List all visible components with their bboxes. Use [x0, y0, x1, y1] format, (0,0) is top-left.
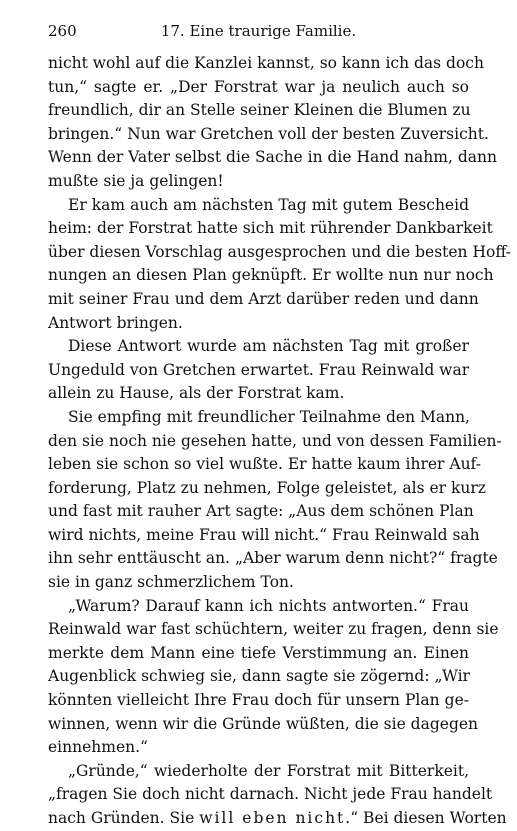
- final-line-after: .“ Bei diesen Worten: [345, 809, 507, 827]
- text-line: ihn sehr enttäuscht an. „Aber warum denn nicht?“ fragte: [48, 549, 498, 568]
- text-line: sie in ganz schmerzlichem Ton.: [48, 573, 294, 592]
- text-line: forderung, Platz zu nehmen, Folge geleistet, als er kurz: [48, 478, 486, 497]
- text-line: leben sie schon so viel wußte. Er hatte kaum ihrer Auf-: [48, 455, 481, 474]
- emphasized-phrase: will eben nicht: [199, 809, 346, 827]
- text-line: Ungeduld von Gretchen erwartet. Frau Reinwald war: [48, 360, 470, 379]
- text-line: heim: der Forstrat hatte sich mit rührender Dankbarkeit: [48, 219, 493, 238]
- text-line: „fragen Sie doch nicht darnach. Nicht jede Frau handelt: [48, 785, 493, 804]
- text-line: merkte dem Mann eine tiefe Verstimmung an. Einen: [48, 643, 469, 662]
- paragraph-start: Diese Antwort wurde am nächsten Tag mit großer: [68, 337, 469, 356]
- text-line: freundlich, dir an Stelle seiner Kleinen die Blumen zu: [48, 101, 471, 120]
- text-line: könnten vielleicht Ihre Frau doch für unsern Plan ge-: [48, 691, 469, 710]
- paragraph-start: „Gründe,“ wiederholte der Forstrat mit Bitterkeit,: [68, 761, 469, 780]
- text-line: winnen, wenn wir die Gründe wüßten, die sie dagegen: [48, 714, 479, 733]
- text-line: nungen an diesen Plan geknüpft. Er wollte nun nur noch: [48, 266, 494, 285]
- text-line: allein zu Hause, als der Forstrat kam.: [48, 384, 345, 403]
- text-line: mußte sie ja gelingen!: [48, 171, 224, 190]
- text-line: einnehmen.“: [48, 738, 148, 757]
- text-line: tun,“ sagte er. „Der Forstrat war ja neulich auch so: [48, 77, 469, 96]
- text-line: und fast mit rauher Art sagte: „Aus dem schönen Plan: [48, 502, 474, 521]
- paragraph-start: Er kam auch am nächsten Tag mit gutem Bescheid: [68, 195, 469, 214]
- text-line: mit seiner Frau und dem Arzt darüber reden und dann: [48, 289, 479, 308]
- text-line: über diesen Vorschlag ausgesprochen und die besten Hoff-: [48, 242, 512, 261]
- running-head: 17. Eine traurige Familie.: [160, 22, 357, 40]
- text-line: Augenblick schwieg sie, dann sagte sie zögernd: „Wir: [48, 667, 470, 686]
- page-header: [48, 22, 469, 44]
- body-text: [48, 52, 512, 831]
- text-line: nicht wohl auf die Kanzlei kannst, so kann ich das doch: [48, 54, 484, 72]
- page-number: 260: [48, 22, 77, 40]
- text-line-final: [48, 807, 507, 831]
- text-line: wird nichts, meine Frau will nicht.“ Frau Reinwald sah: [48, 525, 480, 544]
- paragraph-start: „Warum? Darauf kann ich nichts antworten.“ Frau: [68, 596, 469, 615]
- paragraph-start: Sie empfing mit freundlicher Teilnahme den Mann,: [68, 407, 470, 426]
- text-line: Wenn der Vater selbst die Sache in die Hand nahm, dann: [48, 148, 497, 167]
- text-line: bringen.“ Nun war Gretchen voll der besten Zuversicht.: [48, 124, 489, 143]
- text-line: den sie noch nie gesehen hatte, und von dessen Familien-: [48, 431, 502, 450]
- text-line: Reinwald war fast schüchtern, weiter zu fragen, denn sie: [48, 620, 499, 639]
- final-line-before: nach Gründen. Sie: [48, 809, 195, 827]
- text-line: Antwort bringen.: [48, 313, 183, 332]
